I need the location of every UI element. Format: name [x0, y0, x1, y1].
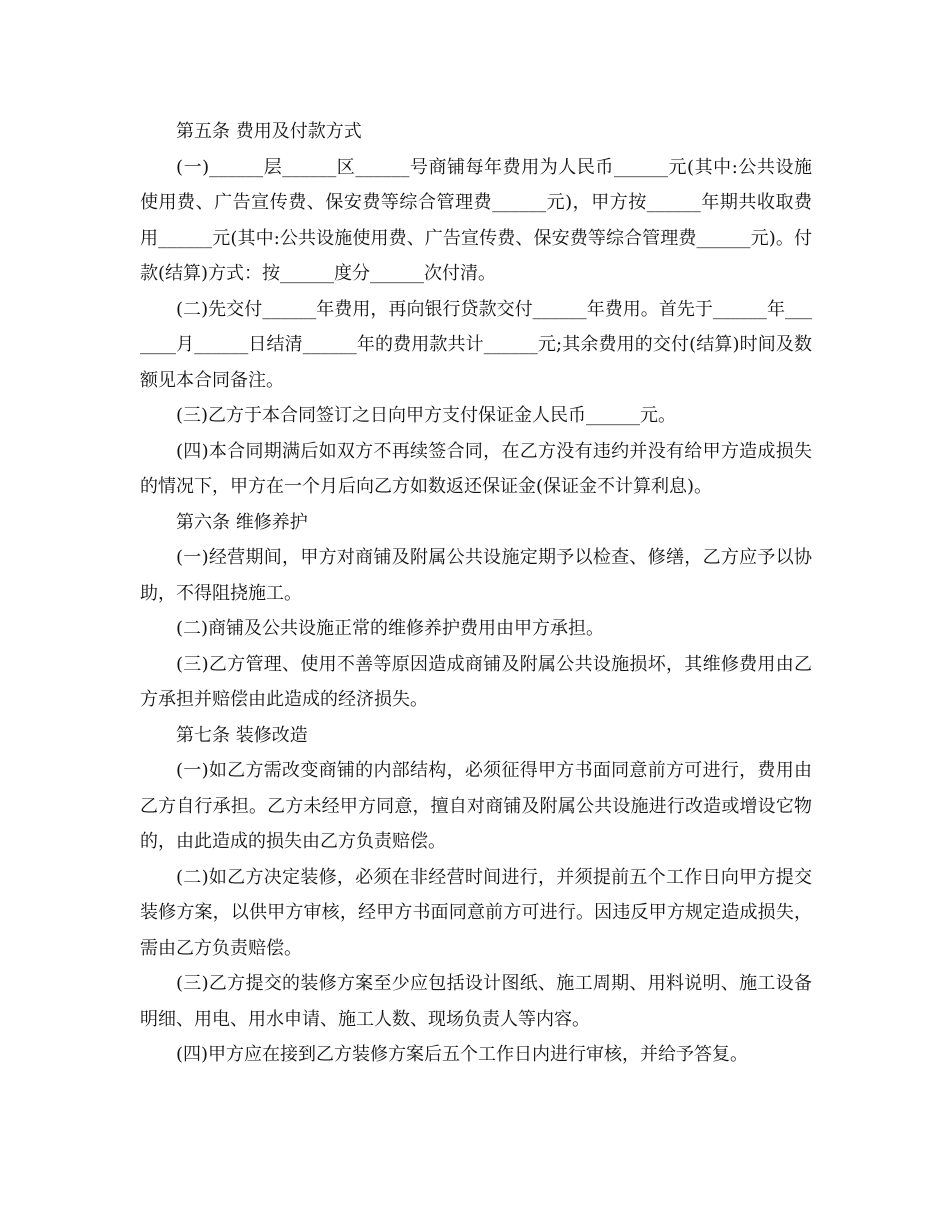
article-6-clause-2: (二)商铺及公共设施正常的维修养护费用由甲方承担。	[176, 618, 605, 639]
article-7-clause-2: (二)如乙方决定装修，必须在非经营时间进行，并须提前五个工作日向甲方提交装修方案，以供甲方审核，经甲方书面同意前方可进行。因违反甲方规定造成损失，需由乙方负责赔偿。	[140, 866, 812, 959]
contract-body	[140, 114, 812, 1073]
article-5-clause-4: (四)本合同期满后如双方不再续签合同，在乙方没有违约并没有给甲方造成损失的情况下，甲方在一个月后向乙方如数返还保证金(保证金不计算利息)。	[140, 440, 812, 497]
article-7-clause-3: (三)乙方提交的装修方案至少应包括设计图纸、施工周期、用料说明、施工设备明细、用电、用水申请、施工人数、现场负责人等内容。	[140, 973, 812, 1030]
article-5-clause-2: (二)先交付______年费用，再向银行贷款交付______年费用。首先于______年_______月______日结清______年的费用款共计______元;其余费用的交付(结算)时间及数额见本合同备注。	[140, 298, 812, 391]
article-5-clause-1: (一)______层______区______号商铺每年费用为人民币______元(其中:公共设施使用费、广告宣传费、保安费等综合管理费______元)，甲方按______年期共收取费用______元(其中:公共设施使用费、广告宣传费、保安费等综合管理费______元)。付款(结算)方式：按______度分______次付清。	[140, 156, 812, 284]
article-7-clause-1: (一)如乙方需改变商铺的内部结构，必须征得甲方书面同意前方可进行，费用由乙方自行承担。乙方未经甲方同意，擅自对商铺及附属公共设施进行改造或增设它物的，由此造成的损失由乙方负责赔偿。	[140, 760, 812, 852]
article-5-clause-3: (三)乙方于本合同签订之日向甲方支付保证金人民币______元。	[176, 405, 677, 426]
article-7-clause-4: (四)甲方应在接到乙方装修方案后五个工作日内进行审核，并给予答复。	[176, 1044, 749, 1065]
article-6-heading: 第六条 维修养护	[176, 511, 308, 533]
article-7-heading: 第七条 装修改造	[176, 724, 308, 746]
article-6-clause-3: (三)乙方管理、使用不善等原因造成商铺及附属公共设施损坏，其维修费用由乙方承担并赔偿由此造成的经济损失。	[140, 653, 812, 710]
article-6-clause-1: (一)经营期间，甲方对商铺及附属公共设施定期予以检查、修缮，乙方应予以协助，不得阻挠施工。	[140, 547, 812, 604]
article-5-heading: 第五条 费用及付款方式	[176, 121, 362, 142]
